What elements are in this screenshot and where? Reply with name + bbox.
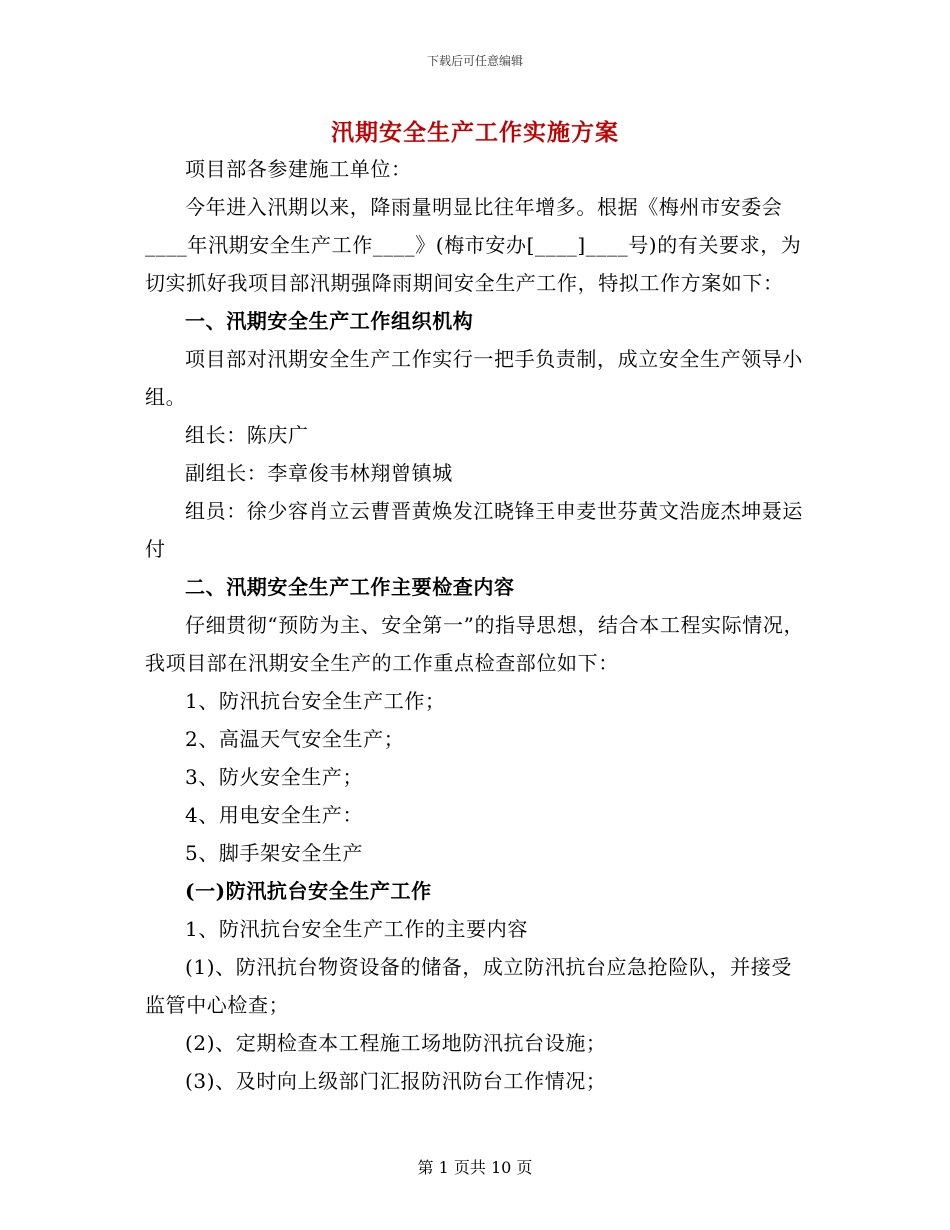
paragraph: 项目部对汛期安全生产工作实行一把手负责制，成立安全生产领导小组。 (145, 347, 803, 409)
paragraph: 1、防汛抗台安全生产工作的主要内容 (185, 917, 528, 941)
section-heading: 一、汛期安全生产工作组织机构 (185, 309, 474, 333)
document-title: 汛期安全生产工作实施方案 (331, 119, 619, 146)
list-item: 1、防汛抗台安全生产工作； (185, 689, 446, 713)
document-body (145, 150, 810, 1100)
list-item: (2)、定期检查本工程施工场地防汛抗台设施； (185, 1031, 607, 1055)
section-heading: 二、汛期安全生产工作主要检查内容 (185, 575, 515, 599)
paragraph: 组员：徐少容肖立云曹晋黄焕发江晓锋王申麦世芬黄文浩庞杰坤聂运付 (145, 499, 803, 561)
header-note: 下载后可任意编辑 (426, 54, 523, 68)
list-item: 2、高温天气安全生产； (185, 727, 405, 751)
list-item: 4、用电安全生产： (185, 803, 364, 827)
page-footer: 第 1 页共 10 页 (417, 1158, 533, 1177)
paragraph: 项目部各参建施工单位： (185, 157, 412, 181)
list-item: (1)、防汛抗台物资设备的储备，成立防汛抗台应急抢险队，并接受监管中心检查； (145, 955, 792, 1017)
paragraph: 仔细贯彻“预防为主、安全第一”的指导思想，结合本工程实际情况，我项目部在汛期安全生产的工作重点检查部位如下： (145, 613, 805, 675)
paragraph: 副组长：李章俊韦林翔曾镇城 (185, 461, 453, 485)
paragraph: 今年进入汛期以来，降雨量明显比往年增多。根据《梅州市安委会____年汛期安全生产工作____》(梅市安办[____]____号)的有关要求，为切实抓好我项目部汛期强降雨期间安全生产工作，特拟工作方案如下： (145, 195, 802, 295)
list-item: (3)、及时向上级部门汇报防汛防台工作情况； (185, 1069, 607, 1093)
list-item: 3、防火安全生产； (185, 765, 364, 789)
paragraph: 组长：陈庆广 (185, 423, 309, 447)
list-item: 5、脚手架安全生产 (185, 841, 364, 865)
subsection-heading: (一)防汛抗台安全生产工作 (185, 879, 432, 903)
